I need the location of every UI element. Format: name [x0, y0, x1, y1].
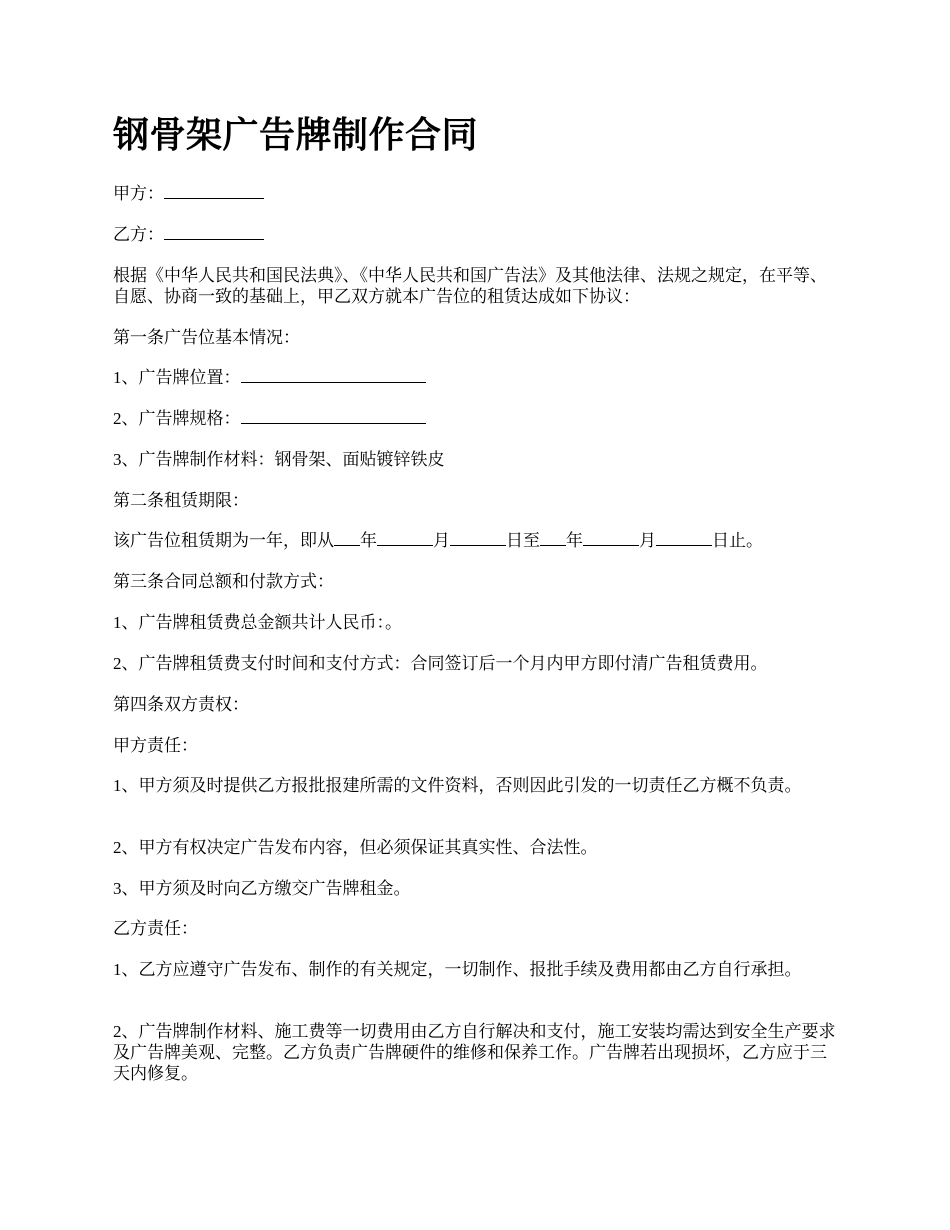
party-a-duty-1: 1、甲方须及时提供乙方报批报建所需的文件资料，否则因此引发的一切责任乙方概不负责。 [113, 776, 802, 795]
party-a-blank[interactable] [164, 183, 264, 199]
party-a-duty-2: 2、甲方有权决定广告发布内容，但必须保证其真实性、合法性。 [113, 838, 598, 857]
party-b-duty-1: 1、乙方应遵守广告发布、制作的有关规定，一切制作、报批手续及费用都由乙方自行承担。 [113, 960, 802, 979]
end-year-blank[interactable] [540, 530, 566, 546]
start-day-blank[interactable] [450, 530, 506, 546]
end-day-blank[interactable] [656, 530, 712, 546]
term-year-label-2: 年 [566, 531, 583, 550]
location-blank[interactable] [241, 367, 426, 383]
party-b-line [113, 224, 838, 245]
party-a-duties-heading: 甲方责任： [113, 736, 198, 755]
end-month-blank[interactable] [583, 530, 639, 546]
party-a-line [113, 183, 838, 204]
term-day-to-label: 日至 [506, 531, 540, 550]
party-b-blank[interactable] [164, 224, 264, 240]
article2-term [113, 530, 838, 551]
document-title: 钢骨架广告牌制作合同 [113, 115, 479, 155]
party-a-label: 甲方： [113, 184, 164, 203]
party-b-label: 乙方： [113, 225, 164, 244]
location-label: 1、广告牌位置： [113, 368, 241, 387]
intro-paragraph: 根据《中华人民共和国民法典》、《中华人民共和国广告法》及其他法律、法规之规定，在平等、自愿、协商一致的基础上，甲乙双方就本广告位的租赁达成如下协议： [113, 266, 827, 306]
article1-heading: 第一条广告位基本情况： [113, 328, 300, 347]
article4-heading: 第四条双方责权： [113, 695, 249, 714]
article2-heading: 第二条租赁期限： [113, 491, 249, 510]
party-b-duties-heading: 乙方责任： [113, 919, 198, 938]
size-label: 2、广告牌规格： [113, 409, 241, 428]
article1-item3: 3、广告牌制作材料：钢骨架、面贴镀锌铁皮 [113, 450, 445, 469]
article1-item2 [113, 408, 838, 429]
term-year-label-1: 年 [360, 531, 377, 550]
term-month-label-2: 月 [639, 531, 656, 550]
article3-heading: 第三条合同总额和付款方式： [113, 572, 334, 591]
start-year-blank[interactable] [334, 530, 360, 546]
term-day-end-label: 日止。 [712, 531, 763, 550]
article3-item1: 1、广告牌租赁费总金额共计人民币：。 [113, 613, 402, 632]
article3-item2: 2、广告牌租赁费支付时间和支付方式：合同签订后一个月内甲方即付清广告租赁费用。 [113, 654, 768, 673]
size-blank[interactable] [241, 408, 426, 424]
article1-item1 [113, 367, 838, 388]
party-a-duty-3: 3、甲方须及时向乙方缴交广告牌租金。 [113, 879, 411, 898]
term-text-start: 该广告位租赁期为一年，即从 [113, 531, 334, 550]
party-b-duty-2: 2、广告牌制作材料、施工费等一切费用由乙方自行解决和支付，施工安装均需达到安全生产要求及广告牌美观、完整。乙方负责广告牌硬件的维修和保养工作。广告牌若出现损坏，乙方应于三天内修复。 [113, 1022, 836, 1083]
term-month-label-1: 月 [433, 531, 450, 550]
start-month-blank[interactable] [377, 530, 433, 546]
